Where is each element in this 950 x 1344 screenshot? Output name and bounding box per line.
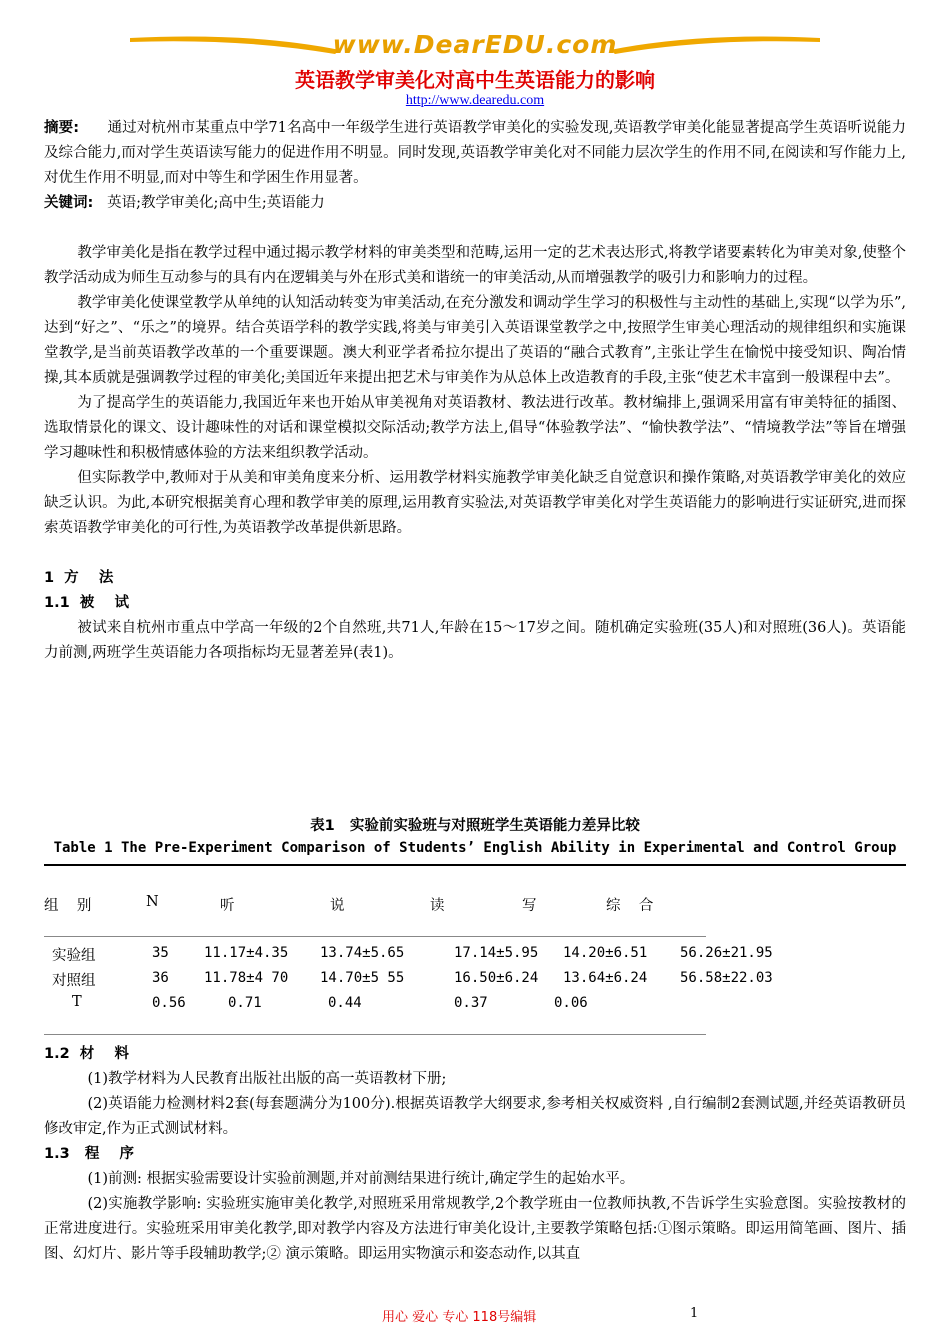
keywords-label: 关键词: — [44, 195, 94, 211]
table-header-cell: 听 — [220, 898, 235, 914]
intro-paragraph: 教学审美化使课堂教学从单纯的认知活动转变为审美活动,在充分激发和调动学生学习的积极性与主动性的基础上,实现“以学为乐”,达到“好之”、“乐之”的境界。结合英语学科的教学实践,将美与审美引入英语课堂教学之中,按照学生审美心理活动的规律组织和实施课堂教学,是当前英语教学改革的一个重要课题。澳大利亚学者希拉尔提出了英语的“融合式教育”,主张让学生在愉悦中接受知识、陶冶情操,其本质就是强调教学过程的审美化;美国近年来提出把艺术与审美作为从总体上改造教育的手段,主张“使艺术丰富到一般课程中去”。 — [44, 295, 906, 386]
intro-paragraph: 教学审美化是指在教学过程中通过揭示教学材料的审美类型和范畴,运用一定的艺术表达形式,将教学诸要素转化为审美对象,使整个教学活动成为师生互动参与的具有内在逻辑美与外在形式美和谐统一的审美活动,从而增强教学的吸引力和影响力的过程。 — [44, 245, 906, 286]
intro-paragraph: 为了提高学生的英语能力,我国近年来也开始从审美视角对英语教材、教法进行改革。教材编排上,强调采用富有审美特征的插图、选取情景化的课文、设计趣味性的对话和课堂模拟交际活动;教学方法上,倡导“体验教学法”、“愉快教学法”、“情境教学法”等旨在增强学习趣味性和积极情感体验的方法来组织教学活动。 — [44, 395, 906, 461]
article-body — [44, 116, 906, 666]
table-caption: 表1 实验前实验班与对照班学生英语能力差异比较 — [310, 818, 640, 834]
table-cell: 13.74±5.65 — [320, 945, 405, 961]
table-cell: 0.37 — [454, 995, 488, 1011]
subsection-heading-subjects: 1.1 被 试 — [44, 595, 129, 611]
table-cell: 实验组 — [52, 948, 96, 964]
subjects-paragraph: 被试来自杭州市重点中学高一年级的2个自然班,共71人,年龄在15～17岁之间。随机确定实验班(35人)和对照班(36人)。英语能力前测,两班学生英语能力各项指标均无显著差异(表1)。 — [44, 620, 906, 661]
page-title: 英语教学审美化对高中生英语能力的影响 — [295, 68, 655, 92]
table-cell: 56.26±21.95 — [680, 945, 773, 961]
site-logo[interactable]: www.DearEDU.com — [332, 30, 618, 59]
table-cell: T — [72, 994, 82, 1010]
keywords — [44, 191, 906, 216]
table-header-cell: 说 — [330, 898, 345, 914]
abstract-text: 通过对杭州市某重点中学71名高中一年级学生进行英语教学审美化的实验发现,英语教学审美化能显著提高学生英语听说能力及综合能力,而对学生英语读写能力的促进作用不明显。同时发现,英语教学审美化对不同能力层次学生的作用不同,在阅读和写作能力上,对优生作用不明显,而对中等生和学困生作用显著。 — [44, 120, 906, 186]
table-top-rule — [44, 864, 906, 866]
table-cell: 14.20±6.51 — [563, 945, 648, 961]
materials-item: (1)教学材料为人民教育出版社出版的高一英语教材下册; — [87, 1071, 447, 1087]
table-header-cell: 写 — [522, 898, 537, 914]
keywords-text: 英语;教学审美化;高中生;英语能力 — [107, 195, 325, 211]
table-cell: 11.17±4.35 — [204, 945, 289, 961]
materials-item: (2)英语能力检测材料2套(每套题满分为100分).根据英语教学大纲要求,参考相关权威资料 ,自行编制2套测试题,并经英语教研员修改审定,作为正式测试材料。 — [44, 1096, 906, 1137]
table-cell: 56.58±22.03 — [680, 970, 773, 986]
table-header-rule — [44, 936, 706, 937]
table-bottom-rule — [44, 1034, 706, 1035]
table-cell: 17.14±5.95 — [454, 945, 539, 961]
site-banner — [130, 28, 820, 62]
table-cell: 14.70±5 55 — [320, 970, 405, 986]
table-cell: 16.50±6.24 — [454, 970, 539, 986]
table-cell: 35 — [152, 945, 169, 961]
table-header-cell: N — [146, 894, 159, 910]
table-cell: 36 — [152, 970, 169, 986]
intro-paragraph: 但实际教学中,教师对于从美和审美角度来分析、运用教学材料实施教学审美化缺乏自觉意识和操作策略,对英语教学审美化的效应缺乏认识。为此,本研究根据美育心理和教学审美的原理,运用教育实验法,对英语教学审美化对学生英语能力的影响进行实证研究,进而探索英语教学审美化的可行性,为英语教学改革提供新思路。 — [44, 470, 906, 536]
table-cell: 11.78±4 70 — [204, 970, 289, 986]
table-header-cell: 综 合 — [606, 898, 654, 914]
table-cell: 13.64±6.24 — [563, 970, 648, 986]
page-number: 1 — [690, 1306, 699, 1321]
abstract — [44, 116, 906, 191]
article-body-continued — [44, 1042, 906, 1267]
procedure-item: (1)前测: 根据实验需要设计实验前测题,并对前测结果进行统计,确定学生的起始水平。 — [87, 1171, 635, 1187]
table-cell: 0.06 — [554, 995, 588, 1011]
subsection-heading-procedure: 1.3 程 序 — [44, 1146, 135, 1162]
table-header-cell: 读 — [430, 898, 445, 914]
procedure-item: (2)实施教学影响: 实验班实施审美化教学,对照班采用常规教学,2个教学班由一位教师执教,不告诉学生实验意图。实验按教材的正常进度进行。实验班采用审美化教学,即对教学内容及方法进行审美化设计,主要教学策略包括:①图示策略。即运用简笔画、图片、插图、幻灯片、影片等手段辅助教学;② 演示策略。即运用实物演示和姿态动作,以其直 — [44, 1196, 906, 1262]
subsection-heading-materials: 1.2 材 料 — [44, 1046, 129, 1062]
table-cell: 0.56 — [152, 995, 186, 1011]
site-url-link[interactable]: http://www.dearedu.com — [405, 93, 545, 108]
table-cell: 对照组 — [52, 973, 96, 989]
footer-text: 用心 爱心 专心 118号编辑 — [382, 1310, 537, 1325]
table-caption-english: Table 1 The Pre-Experiment Comparison of Students’ English Ability in Experimental and Control Group — [53, 840, 897, 856]
section-heading-methods: 1 方 法 — [44, 570, 114, 586]
table-header-cell: 组 别 — [44, 898, 92, 914]
table-cell: 0.44 — [328, 995, 362, 1011]
abstract-label: 摘要: — [44, 120, 80, 136]
table-cell: 0.71 — [228, 995, 262, 1011]
